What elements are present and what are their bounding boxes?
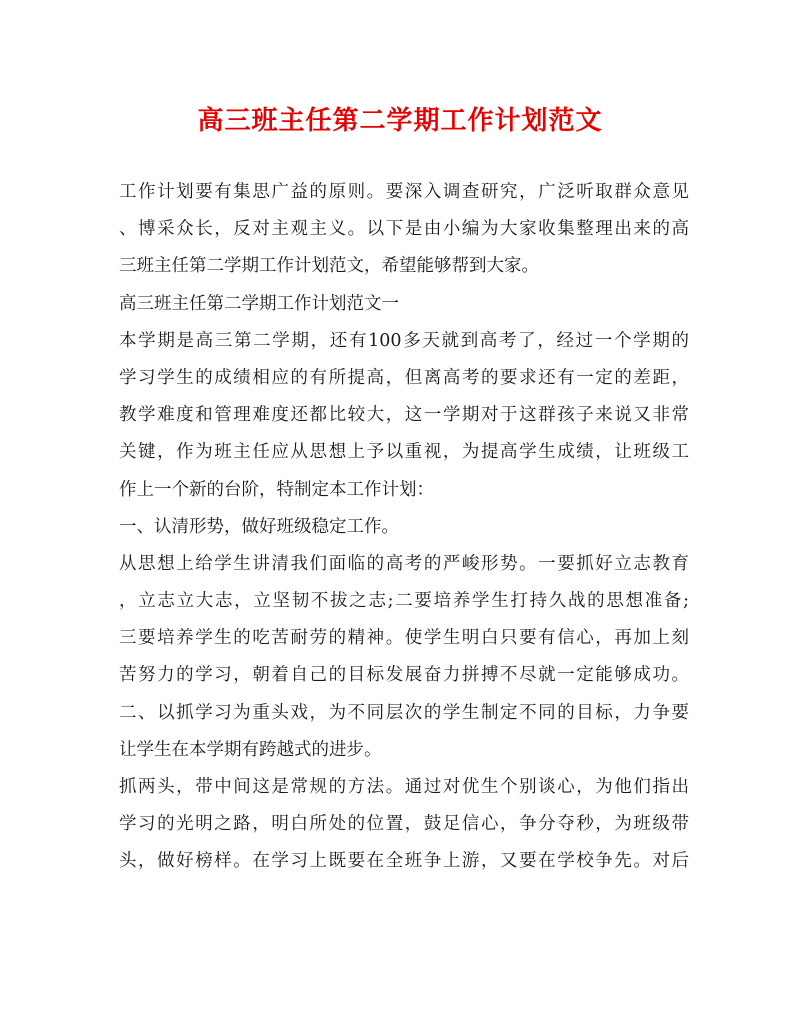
body-line: 二、以抓学习为重头戏，为不同层次的学生制定不同的目标，力争要 [119, 702, 689, 723]
body-line: 学习的光明之路，明白所处的位置，鼓足信心，争分夺秒，为班级带 [119, 814, 689, 835]
body-line: 三班主任第二学期工作计划范文，希望能够帮到大家。 [119, 256, 539, 277]
body-line: 本学期是高三第二学期，还有100多天就到高考了，经过一个学期的 [119, 330, 689, 351]
body-line: ，立志立大志，立坚韧不拔之志;二要培养学生打持久战的思想准备; [119, 591, 689, 612]
body-line: 工作计划要有集思广益的原则。要深入调查研究，广泛听取群众意见 [119, 182, 689, 202]
document-title: 高三班主任第二学期工作计划范文 [197, 106, 603, 136]
body-line: 教学难度和管理难度还都比较大，这一学期对于这群孩子来说又非常 [119, 405, 689, 426]
body-line: 苦努力的学习，朝着自己的目标发展奋力拼搏不尽就一定能够成功。 [119, 665, 689, 686]
body-line: 作上一个新的台阶，特制定本工作计划： [119, 479, 434, 500]
body-line: 高三班主任第二学期工作计划范文一 [119, 293, 399, 314]
body-line: 一、认清形势，做好班级稳定工作。 [119, 516, 399, 537]
body-line: 关键，作为班主任应从思想上予以重视，为提高学生成绩，让班级工 [119, 442, 689, 463]
body-line: 三要培养学生的吃苦耐劳的精神。使学生明白只要有信心，再加上刻 [119, 628, 689, 649]
body-line: 学习学生的成绩相应的有所提高，但离高考的要求还有一定的差距， [119, 367, 689, 388]
document-body [119, 174, 689, 881]
body-line: 、博采众长，反对主观主义。以下是由小编为大家收集整理出来的高 [119, 219, 689, 240]
body-line: 从思想上给学生讲清我们面临的高考的严峻形势。一要抓好立志教育 [119, 553, 689, 574]
body-line: 头，做好榜样。在学习上既要在全班争上游，又要在学校争先。对后 [119, 851, 689, 872]
body-line: 让学生在本学期有跨越式的进步。 [119, 739, 382, 760]
body-line: 抓两头，带中间这是常规的方法。通过对优生个别谈心，为他们指出 [119, 777, 689, 797]
